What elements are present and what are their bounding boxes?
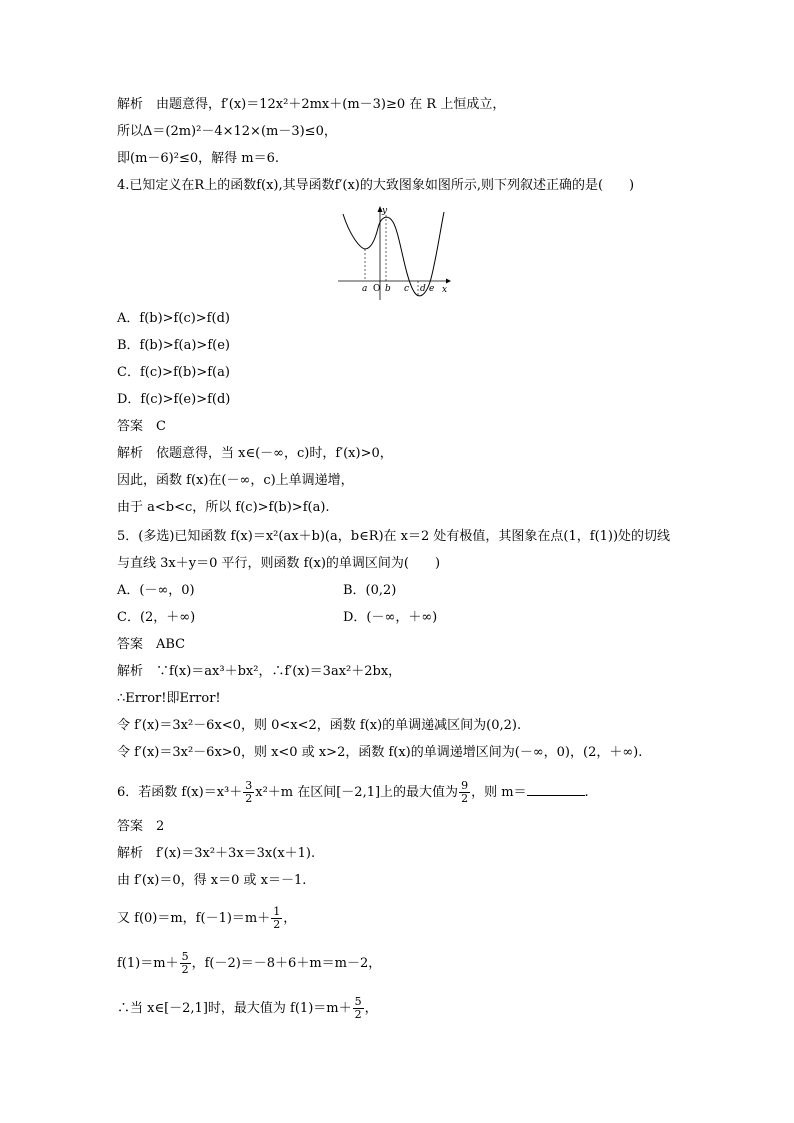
- q4-answer: 答案 C: [117, 419, 166, 434]
- q6-text-2: x²＋m 在区间[－2,1]上的最大值为: [255, 785, 459, 800]
- fraction-9-2: [459, 780, 470, 805]
- tick-e: e: [429, 284, 435, 294]
- fraction-5-2: [353, 996, 364, 1021]
- tick-a: a: [362, 284, 368, 294]
- x-label: x: [442, 285, 448, 295]
- q6-text-3: ，则 m＝: [471, 785, 527, 800]
- q5-option-c: C．(2，＋∞): [117, 610, 196, 625]
- q5-option-b: B．(0,2): [343, 583, 397, 598]
- tick-c: c: [404, 284, 410, 294]
- q6-solution-1: 解析 f′(x)＝3x²＋3x＝3x(x＋1).: [117, 846, 316, 861]
- question-5-stem-2: 与直线 3x＋y＝0 平行，则函数 f(x)的单调区间为( ): [117, 556, 441, 571]
- q4-option-d: D．f(c)>f(e)>f(d): [117, 392, 231, 407]
- q5-answer: 答案 ABC: [117, 637, 186, 652]
- q6-sol3-text-1: 又 f(0)＝m，f(－1)＝m＋: [117, 911, 271, 926]
- q6-solution-3: [117, 906, 296, 931]
- q5-option-d: D．(－∞，＋∞): [343, 610, 438, 625]
- frac-num: 1: [273, 905, 281, 918]
- q6-sol3-text-2: ，: [283, 911, 297, 926]
- q6-solution-4: [117, 951, 381, 976]
- q6-sol4-text-1: f(1)＝m＋: [117, 956, 179, 971]
- q6-sol4-text-2: ，f(－2)＝－8＋6＋m＝m－2，: [191, 956, 382, 971]
- q6-solution-2: 由 f′(x)＝0，得 x＝0 或 x＝－1.: [117, 873, 307, 888]
- answer-blank: [527, 783, 585, 796]
- frac-num: 9: [461, 779, 469, 792]
- q5-solution-2: ∴Error!即Error!: [117, 691, 221, 706]
- frac-den: 2: [245, 792, 253, 805]
- solution-3-line-1: 解析 由题意得，f′(x)＝12x²＋2mx＋(m－3)≥0 在 R 上恒成立，: [117, 97, 506, 112]
- question-6-stem: [117, 780, 589, 805]
- q6-solution-5: [117, 996, 378, 1021]
- q4-option-c: C．f(c)>f(b)>f(a): [117, 365, 230, 380]
- frac-den: 2: [181, 963, 189, 976]
- q4-option-a: A．f(b)>f(c)>f(d): [117, 311, 230, 326]
- q4-option-b: B．f(b)>f(a)>f(e): [117, 338, 230, 353]
- q5-solution-3: 令 f′(x)＝3x²－6x<0，则 0<x<2，函数 f(x)的单调递减区间为(0,2).: [117, 718, 522, 733]
- q4-solution-1: 解析 依题意得，当 x∈(－∞，c)时，f′(x)>0，: [117, 446, 393, 461]
- frac-num: 3: [245, 779, 253, 792]
- frac-den: 2: [273, 918, 281, 931]
- solution-3-line-2: 所以Δ＝(2m)²－4×12×(m－3)≤0，: [117, 124, 337, 139]
- q5-solution-4: 令 f′(x)＝3x²－6x>0，则 x<0 或 x>2，函数 f(x)的单调递增区间为(－∞，0)，(2，＋∞).: [117, 745, 643, 760]
- tick-d: d: [420, 284, 426, 294]
- fraction-5-2: [180, 951, 191, 976]
- fraction-3-2: [243, 780, 254, 805]
- q6-answer: 答案 2: [117, 819, 165, 834]
- frac-den: 2: [461, 792, 469, 805]
- q4-solution-2: 因此，函数 f(x)在(－∞，c)上单调递增，: [117, 473, 354, 488]
- origin-label: O: [373, 284, 381, 294]
- y-label: y: [382, 206, 388, 216]
- q6-sol5-text-2: ，: [364, 1001, 378, 1016]
- q5-solution-1: 解析 ∵f(x)＝ax³＋bx²，∴f′(x)＝3ax²＋2bx，: [117, 664, 402, 679]
- solution-3-line-3: 即(m－6)²≤0，解得 m＝6.: [117, 151, 279, 166]
- q6-sol5-text-1: ∴当 x∈[－2,1]时，最大值为 f(1)＝m＋: [117, 1001, 352, 1016]
- derivative-graph: [338, 202, 458, 302]
- x-axis-arrow: [446, 279, 451, 284]
- frac-num: 5: [354, 995, 362, 1008]
- q6-text-4: .: [584, 785, 589, 800]
- q6-text-1: 6．若函数 f(x)＝x³＋: [117, 785, 243, 800]
- q4-solution-3: 由于 a<b<c，所以 f(c)>f(b)>f(a).: [117, 500, 330, 515]
- frac-num: 5: [181, 950, 189, 963]
- fraction-1-2: [271, 906, 282, 931]
- q5-option-a: A．(－∞，0): [117, 583, 195, 598]
- question-5-stem-1: 5．(多选)已知函数 f(x)＝x²(ax＋b)(a，b∈R)在 x＝2 处有极值，其图象在点(1，f(1))处的切线: [117, 529, 671, 544]
- question-4-stem: 4.已知定义在R上的函数f(x),其导函数f′(x)的大致图象如图所示,则下列叙述正确的是( ): [117, 178, 635, 193]
- tick-b: b: [385, 284, 391, 294]
- frac-den: 2: [354, 1008, 362, 1021]
